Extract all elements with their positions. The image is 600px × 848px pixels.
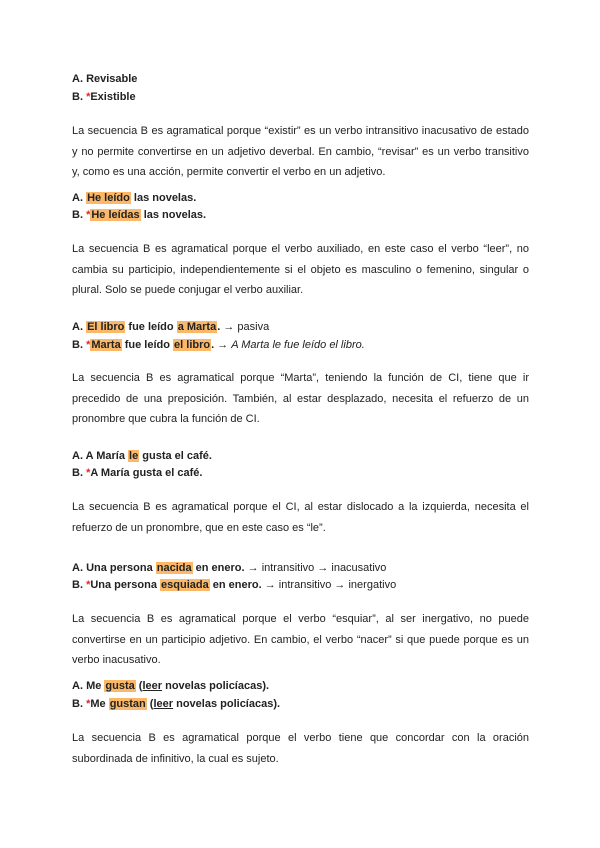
- example-text: Existible: [90, 91, 136, 103]
- example-b-3: [72, 337, 365, 354]
- example-a-6: [72, 678, 269, 695]
- explanation-2: La secuencia B es agramatical porque el verbo auxiliado, en este caso el verbo “leer”, no cambia su participio, independientemente si el objeto es masculino o femenino, singular o plural. Solo se puede conjugar el verbo auxiliar.: [72, 243, 529, 296]
- example-a-5: [72, 560, 386, 577]
- explanation-6: La secuencia B es agramatical porque el verbo tiene que concordar con la oración subordinada de infinitivo, la cual es sujeto.: [72, 732, 529, 765]
- ungrammatical-asterisk: *: [86, 579, 91, 591]
- example-note: → pasiva: [220, 321, 270, 333]
- highlighted-word: a Marta: [177, 321, 217, 333]
- highlighted-word: esquiada: [161, 579, 209, 591]
- explanation-3: La secuencia B es agramatical porque “Marta”, teniendo la función de CI, tiene que ir precedido de una preposición. También, al estar desplazado, necesita el refuerzo de un pronombre que cubra la función de CI.: [72, 372, 529, 425]
- example-a-3: [72, 319, 269, 336]
- example-text: (: [146, 698, 154, 710]
- highlighted-word: gusta: [105, 680, 135, 692]
- highlighted-word: He leídas: [91, 209, 140, 221]
- example-prefix: A.: [72, 73, 87, 85]
- example-b-4: [72, 465, 202, 482]
- example-text: .: [211, 339, 215, 351]
- explanation-4: La secuencia B es agramatical porque el CI, al estar dislocado a la izquierda, necesita el refuerzo de un pronombre, que en este caso es “le”.: [72, 501, 529, 534]
- ungrammatical-asterisk: *: [86, 698, 91, 710]
- example-text: en enero.: [192, 562, 245, 574]
- example-text: las novelas.: [140, 209, 207, 221]
- example-prefix: B.: [72, 698, 87, 710]
- example-prefix: A.: [72, 562, 87, 574]
- ungrammatical-asterisk: *: [86, 91, 91, 103]
- underlined-word: leer: [142, 680, 163, 692]
- example-prefix: B.: [72, 339, 87, 351]
- example-text: .: [217, 321, 221, 333]
- example-b-5: [72, 577, 396, 594]
- example-text: Una persona: [86, 562, 156, 574]
- example-prefix: A.: [72, 450, 86, 462]
- ungrammatical-asterisk: *: [86, 339, 91, 351]
- example-text: Me: [86, 680, 105, 692]
- example-text: A María gusta el café.: [90, 467, 203, 479]
- example-text: (: [135, 680, 143, 692]
- underlined-word: leer: [153, 698, 174, 710]
- ungrammatical-asterisk: *: [86, 467, 91, 479]
- highlighted-word: nacida: [156, 562, 192, 574]
- example-text: Revisable: [86, 73, 138, 85]
- example-prefix: A.: [72, 680, 87, 692]
- highlighted-word: El libro: [87, 321, 125, 333]
- example-text: las novelas.: [130, 192, 197, 204]
- example-b-6: [72, 696, 280, 713]
- example-note: A Marta le fue leído el libro.: [231, 339, 365, 351]
- highlighted-word: Marta: [91, 339, 121, 351]
- highlighted-word: He leído: [87, 192, 130, 204]
- example-text: Me: [90, 698, 109, 710]
- example-a-2: [72, 190, 196, 207]
- example-text: Una persona: [90, 579, 161, 591]
- example-b-1: [72, 89, 136, 106]
- example-text: en enero.: [209, 579, 262, 591]
- highlighted-word: le: [129, 450, 139, 462]
- explanation-5: La secuencia B es agramatical porque el verbo “esquiar”, al ser inergativo, no puede convertirse en un participio adjetivo. En cambio, el verbo “nacer” si que puede porque es un verbo inacusativo.: [72, 613, 529, 666]
- example-a-4: [72, 448, 212, 465]
- explanation-1: La secuencia B es agramatical porque “existir” es un verbo intransitivo inacusativo de estado y no permite convertirse en un adjetivo deverbal. En cambio, “revisar” es un verbo transitivo y, como es una acción, permite convertir el verbo en un adjetivo.: [72, 125, 529, 178]
- example-text: fue leído: [121, 339, 174, 351]
- example-text: fue leído: [125, 321, 177, 333]
- example-prefix: B.: [72, 579, 87, 591]
- highlighted-word: el libro: [174, 339, 211, 351]
- example-text: novelas policíacas).: [162, 680, 270, 692]
- example-note: → intransitivo → inergativo: [261, 579, 397, 591]
- example-a-1: [72, 71, 137, 88]
- arrow-text: →: [214, 339, 232, 351]
- example-b-2: [72, 207, 206, 224]
- example-text: gusta el café.: [139, 450, 212, 462]
- ungrammatical-asterisk: *: [86, 209, 91, 221]
- example-note: → intransitivo → inacusativo: [244, 562, 387, 574]
- example-prefix: A.: [72, 192, 87, 204]
- example-text: A María: [85, 450, 129, 462]
- example-text: novelas policíacas).: [173, 698, 281, 710]
- highlighted-word: gustan: [109, 698, 146, 710]
- example-prefix: B.: [72, 91, 87, 103]
- example-prefix: B.: [72, 209, 87, 221]
- example-prefix: A.: [72, 321, 87, 333]
- example-prefix: B.: [72, 467, 87, 479]
